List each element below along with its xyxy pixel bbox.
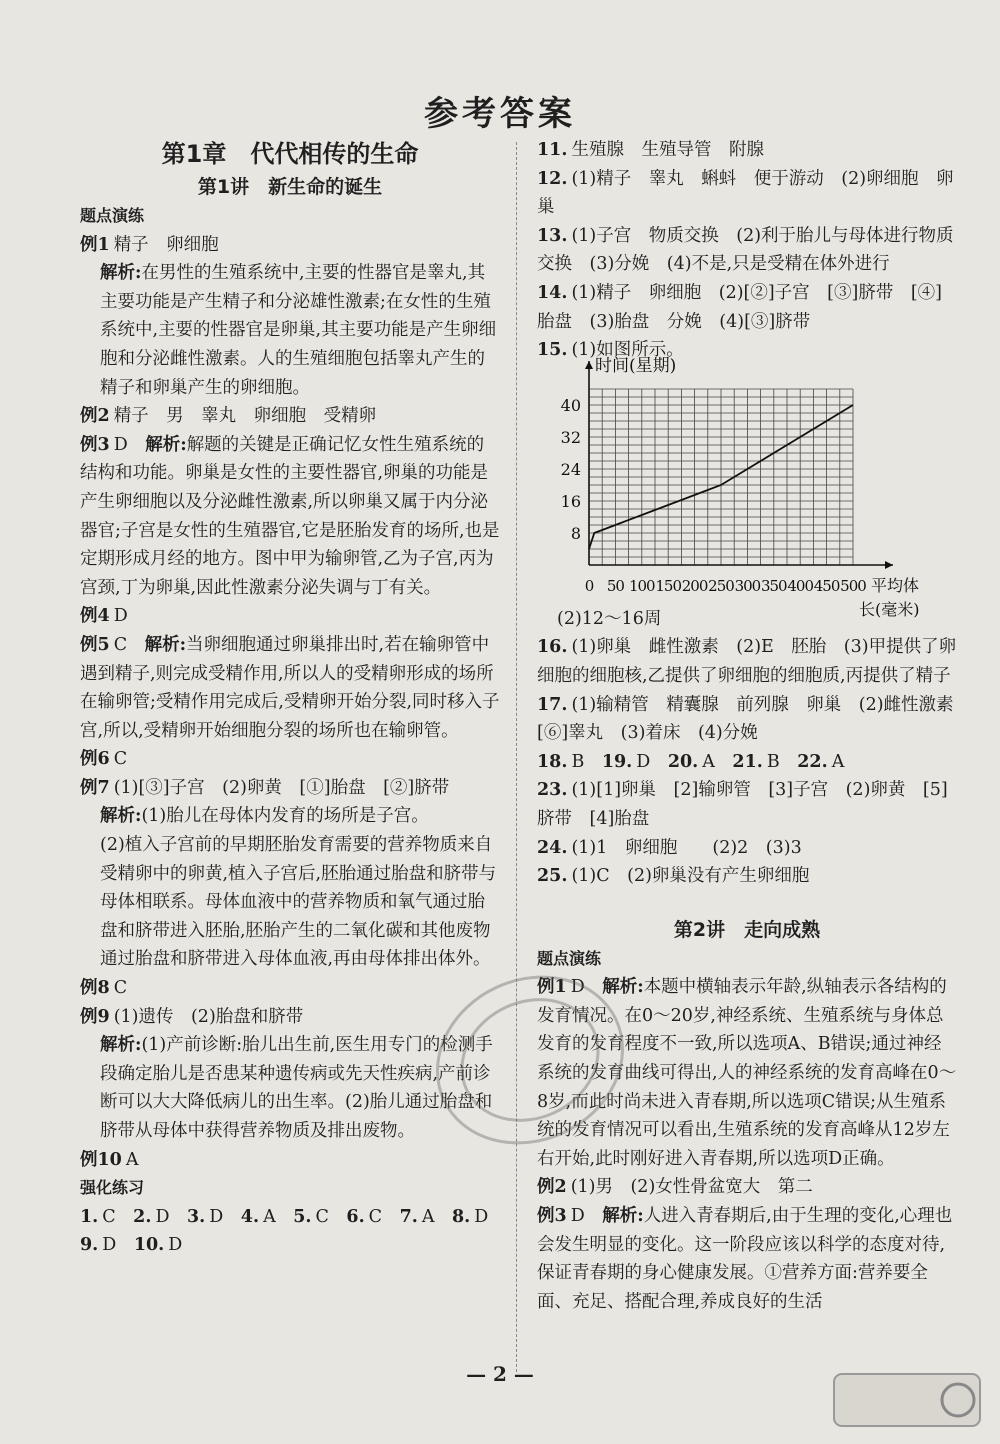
answer-number: 3. (186, 1206, 206, 1227)
page-number: — 2 — (466, 1362, 534, 1386)
answer-value: D (168, 1235, 183, 1256)
question-15-part2: (2)12～16周 (557, 608, 662, 629)
answer-value: D (636, 751, 651, 772)
answer-number: 5. (293, 1206, 312, 1227)
answer-number: 8. (451, 1206, 471, 1227)
answer-value: D (102, 1235, 117, 1256)
question-15: 15. (1)如图所示。 (537, 340, 684, 361)
drill-heading: 强化练习 (80, 1178, 145, 1198)
answer-number: 22. (797, 751, 828, 772)
x-tick-label: 350 (760, 576, 787, 595)
example-4: 例4 D (80, 606, 128, 627)
y-axis-label: 时间(星期) (595, 355, 677, 376)
y-tick-label: 24 (560, 459, 581, 479)
question-11: 11. 生殖腺 生殖导管 附腺 (537, 140, 764, 160)
answer-number: 6. (346, 1206, 365, 1227)
x-tick-label: 300 (734, 576, 761, 595)
x-tick-label: 50 (606, 576, 624, 595)
example-7-analysis: 解析:(1)胎儿在母体内发育的场所是子宫。 (100, 806, 429, 827)
x-tick-label: 200 (681, 576, 708, 595)
example-3: 例3 D 解析:解题的关键是正确记忆女性生殖系统的结构和功能。卵巢是女性的主要性器官,卵巢的功能是产生卵细胞以及分泌雌性激素,所以卵巢又属于内分泌器官;子宫是女性的生殖器官,它是胚胎发育的场所,也是定期形成月经的地方。图中甲为输卵管,乙为子宫,丙为宫颈,丁为卵巢,因此性激素分泌失调与丁有关。 (80, 434, 500, 598)
question-25: 25. (1)C (2)卵巢没有产生卵细胞 (537, 866, 810, 887)
r-example-3: 例3 D 解析:人进入青春期后,由于生理的变化,心理也会发生明显的变化。这一阶段应该以科学的态度对待,保证青春期的身心健康发展。①营养方面:营养要全面、充足、搭配合理,养成良好的生活 (537, 1206, 953, 1312)
x-tick-label: 150 (655, 576, 682, 595)
answer-value: A (421, 1206, 435, 1227)
x-tick-label: 250 (708, 576, 734, 595)
answer-value: B (766, 751, 780, 772)
example-1: 例1 精子 卵细胞 (80, 234, 219, 255)
y-tick-label: 16 (560, 491, 581, 511)
x-tick-label: 500 (840, 576, 866, 595)
x-tick-label: 400 (787, 576, 814, 595)
question-12: 12. (1)精子 睾丸 蝌蚪 便于游动 (2)卵细胞 卵巢 (537, 168, 954, 218)
right-column (537, 136, 972, 1316)
r-example-1: 例1 D 解析:本题中横轴表示年龄,纵轴表示各结构的发育情况。在0～20岁,神经系统、生殖系统与身体总发育的发育程度不一致,所以选项A、B错误;通过神经系统的发育曲线可得出,人的神经系统的发育高峰在0～8岁,而此时尚未进入青春期,所以选项C错误;从生殖系统的发育情况可以看出,生殖系统的发育高峰从12岁左右开始,此时刚好进入青春期,所以选项D正确。 (537, 977, 957, 1169)
x-axis-label-line2: 长(毫米) (859, 599, 920, 619)
example-7-analysis-2: (2)植入子宫前的早期胚胎发育需要的营养物质来自受精卵中的卵黄,植入子宫后,胚胎通过胎盘和脐带与母体相联系。母体血液中的营养物质和氧气通过胎盘和脐带进入胚胎,胚胎产生的二氧化碳和其他废物通过胎盘和脐带进入母体血液,再由母体排出体外。 (100, 835, 497, 970)
answer-number: 2. (133, 1206, 152, 1227)
answer-number: 7. (399, 1206, 418, 1227)
question-23: 23. (1)[1]卵巢 [2]输卵管 [3]子宫 (2)卵黄 [5]脐带 [4]胎盘 (537, 780, 948, 829)
drill-answers-row1 (80, 1203, 500, 1232)
x-axis-arrow-icon (885, 561, 893, 569)
example-9: 例9 (1)遗传 (2)胎盘和脐带 (80, 1006, 304, 1027)
answer-number: 19. (601, 751, 633, 772)
answer-number: 18. (537, 751, 568, 772)
y-tick-label: 8 (570, 523, 581, 543)
example-7: 例7 (1)[③]子宫 (2)卵黄 [①]胎盘 [②]脐带 (80, 777, 450, 798)
column-divider (516, 142, 517, 1372)
answer-value: B (571, 751, 585, 772)
y-tick-label: 32 (560, 427, 581, 447)
answer-value: C (368, 1206, 383, 1227)
right-section-heading: 题点演练 (537, 948, 602, 968)
answer-value: A (263, 1206, 276, 1227)
answer-number: 10. (133, 1235, 165, 1256)
answer-value: D (155, 1206, 170, 1227)
corner-logo-icon (832, 1370, 982, 1430)
answer-number: 20. (667, 751, 699, 772)
x-tick-label: 450 (813, 576, 840, 595)
answer-number: 9. (80, 1235, 99, 1256)
example-6: 例6 C (80, 749, 128, 770)
example-5: 例5 C 解析:当卵细胞通过卵巢排出时,若在输卵管中遇到精子,则完成受精作用,所以人的受精卵形成的场所在输卵管;受精作用完成后,受精卵开始分裂,同时移入子宫,所以,受精卵开始细胞分裂的场所也在输卵管。 (80, 634, 500, 741)
answer-number: 4. (240, 1206, 260, 1227)
r-example-2: 例2 (1)男 (2)女性骨盆宽大 第二 (537, 1177, 813, 1198)
x-axis-label-line1: 平均体 (871, 575, 920, 595)
lecture-heading: 第1讲 新生命的诞生 (197, 176, 383, 198)
question-17: 17. (1)输精管 精囊腺 前列腺 卵巢 (2)雌性激素 [⑥]睾丸 (3)着床 (4)分娩 (537, 694, 972, 744)
questions-18-22 (537, 748, 957, 777)
chapter-heading: 第1章 代代相传的生命 (161, 140, 419, 168)
page-title: 参考答案 (424, 94, 576, 134)
lecture-2-heading: 第2讲 走向成熟 (673, 918, 821, 941)
answer-value: A (831, 751, 845, 772)
answer-value: D (209, 1206, 224, 1227)
example-2: 例2 精子 男 睾丸 卵细胞 受精卵 (80, 406, 377, 427)
answer-value: A (702, 751, 715, 772)
answer-value: D (474, 1206, 489, 1227)
answer-number: 1. (80, 1206, 99, 1227)
x-tick-label: 0 (584, 576, 594, 595)
example-9-analysis: 解析:(1)产前诊断:胎儿出生前,医生用专门的检测手段确定胎儿是否患某种遗传病或先天性疾病,产前诊断可以大大降低病儿的出生率。(2)胎儿通过胎盘和脐带从母体中获得营养物质及排出废物。 (100, 1035, 493, 1141)
example-8: 例8 C (80, 978, 128, 999)
x-tick-label: 100 (628, 576, 655, 595)
answer-value: C (102, 1206, 116, 1227)
example-1-analysis: 解析:在男性的生殖系统中,主要的性器官是睾丸,其主要功能是产生精子和分泌雄性激素;在女性的生殖系统中,主要的性器官是卵巢,其主要功能是产生卵细胞和分泌雌性激素。人的生殖细胞包括睾丸产生的精子和卵巢产生的卵细胞。 (100, 263, 497, 398)
example-10: 例10 A (80, 1149, 139, 1170)
answer-value: C (315, 1206, 329, 1227)
question-13: 13. (1)子宫 物质交换 (2)利于胎儿与母体进行物质交换 (3)分娩 (4)不是,只是受精在体外进行 (537, 225, 954, 275)
section-heading: 题点演练 (80, 206, 145, 225)
y-tick-label: 40 (560, 395, 581, 415)
question-16: 16. (1)卵巢 雌性激素 (2)E 胚胎 (3)甲提供了卵细胞的细胞核,乙提供了卵细胞的细胞质,丙提供了精子 (537, 637, 957, 686)
drill-answers-row2 (80, 1231, 500, 1260)
question-24: 24. (1)1 卵细胞 (2)2 (3)3 (537, 837, 802, 858)
left-column (80, 136, 500, 1260)
question-14: 14. (1)精子 卵细胞 (2)[②]子宫 [③]脐带 [④]胎盘 (3)胎盘 分娩 (4)[③]脐带 (537, 282, 942, 332)
answer-number: 21. (732, 751, 763, 772)
